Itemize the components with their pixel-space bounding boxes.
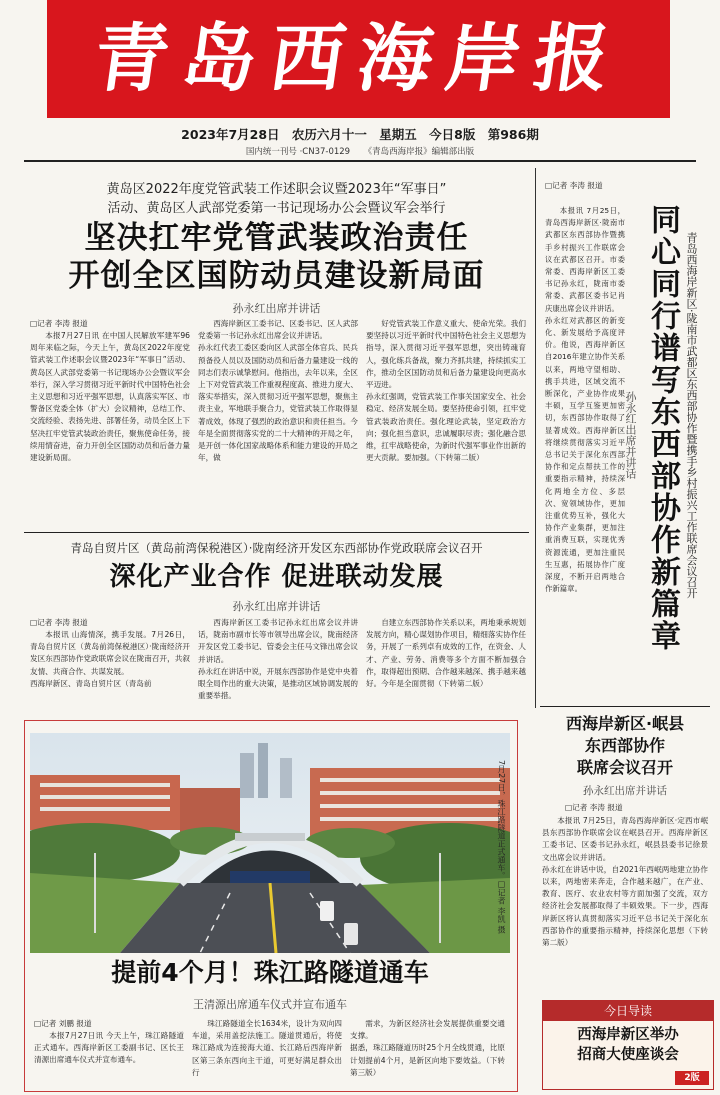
- lead-column-3: [366, 318, 526, 526]
- today-guide-page: 2版: [675, 1071, 709, 1085]
- h2-line-3: 联席会议召开: [576, 758, 673, 777]
- second-headline: 深化产业合作 促进联动发展: [109, 562, 444, 592]
- lead-byline: □记者 李涛 报道: [30, 319, 88, 328]
- lunar-date: 农历六月十一: [291, 127, 367, 142]
- right-byline: □记者 李涛 报道: [545, 181, 603, 190]
- masthead-rule: [24, 160, 696, 162]
- lead-col3-text: 好党管武装工作意义重大、使命光荣。我们要坚持以习近平新时代中国特色社会主义思想为指导，深入贯彻习近平强军思想，突出铸魂育人，强化练兵备战，聚力齐抓共建，持续抓实工作，推动全区国防动员和后备力量建设向更高水平迈进。 孙永红强调，党管武装工作事关国家安全、社会稳定、经济发展全局。要坚持使命引领，扛牢党管武装政治责任。强化理论武装，坚定政治方向；强化担当意识，忠诚履职尽责；强化融合思维，扛牢战略使命，为新时代强军事业作出新的更大贡献。要加强。（下转第二版）: [366, 319, 526, 463]
- h2-body-text: 本报讯 7月25日，青岛西海岸新区·定西市岷县东西部协作联席会议在岷县召开。西海岸新区工委书记、区委书记孙永红，岷县县委书记徐景文出席会议并讲话。 孙永红在讲话中说，自2021年西岷两地建立协作以来，两地密来奔走，合作越来越广，在产业、教育、医疗、农业农村等方面加强了交流，双方经济社会发展都取得了丰硕效果。下一步，西海岸新区将认真贯彻落实习近平总书记关于深化东西部协作的重要指示精神，持续深化思想（下转第二版）: [542, 816, 708, 948]
- today-guide-line-2: 招商大使座谈会: [577, 1047, 679, 1063]
- second-byline: □记者 李涛 报道: [30, 618, 88, 627]
- tunnel-column-2: [192, 1018, 342, 1088]
- right-column-divider: [535, 168, 536, 708]
- second-column-2: [198, 617, 358, 711]
- h2-byline: □记者 李涛 报道: [565, 803, 623, 812]
- h2-line-2: 东西部协作: [584, 736, 665, 755]
- second-column-3: [366, 617, 526, 711]
- lead-col1-text: 本报7月27日讯 在中国人民解放军建军96周年来临之际，今天上午，黄岛区2022年度党管武装工作述职会议暨2023年“军事日”活动、黄岛区人武部党委第一书记现场办公会暨议军会举行，深入学习贯彻习近平新时代中国特色社会主义思想和习近平强军思想，认真落实军区、市警备区党委全体（扩大）会议精神，总结工作、交流经验、表扬先进、部署任务，动员全区上下坚决扛牢党管武装政治责任，聚焦使命任务，接续用情奋进，奋力开创全区国防动员和后备力量建设新局面。: [30, 331, 190, 463]
- cn-number: 国内统一刊号 ·CN37-0129: [245, 147, 351, 157]
- page-count: 今日8版: [429, 127, 476, 142]
- lead-column-1: [30, 330, 190, 526]
- tunnel-photo: [30, 733, 510, 953]
- second-attribution: 孙永红出席并讲话: [232, 600, 321, 613]
- tunnel-column-1: [34, 1030, 184, 1088]
- tunnel-headline: 提前4个月！珠江路隧道通车: [111, 958, 429, 987]
- masthead-banner: [47, 0, 670, 118]
- today-guide-title: 今日导读: [543, 1001, 713, 1021]
- issue-date: 2023年7月28日: [181, 127, 280, 142]
- lead-headline-2: 开创全区国防动员建设新局面: [68, 258, 485, 294]
- second-kicker: 青岛自贸片区（黄岛前湾保税港区）·陇南经济开发区东西部协作党政联席会议召开: [70, 541, 483, 555]
- dateline: [0, 125, 720, 143]
- tunnel-col1-text: 本报7月27日讯 今天上午，珠江路隧道正式通车。西海岸新区工委副书记、区长王清源出席通车仪式并宣布通车。: [34, 1031, 184, 1065]
- issue-number: 第986期: [487, 127, 539, 142]
- tunnel-column-3: [350, 1018, 505, 1088]
- lead-headline-1: 坚决扛牢党管武装政治责任: [84, 220, 469, 256]
- second-col2-text: 西海岸新区工委书记孙永红出席会议并讲话，陇南市副市长等市领导出席会议，陇南经济开发区党工委书记、管委会主任马文锋出席会议并讲话。 孙永红在讲话中说，开展东西部协作是党中央着眼全局作出的重大决策，是推动区域协调发展的重要举措。: [198, 618, 358, 701]
- tunnel-photo-illustration: [30, 733, 510, 953]
- h2-body: [542, 815, 708, 985]
- lead-kicker-1: 黄岛区2022年度党管武装工作述职会议暨2023年“军事日”: [106, 182, 447, 197]
- publication-info: [0, 145, 720, 157]
- right-body-narrow: [545, 205, 625, 675]
- second-col3-text: 自建立东西部协作关系以来，两地秉承规划发展方向，精心谋划协作项目，精细落实协作任务，开展了一系列卓有成效的工作，在资金、人才、产业、劳务、消费等多个方面不断加强合作，取得超出预期、合作越来越深、携手越来越好。今年是全面贯彻（下转第二版）: [366, 618, 526, 689]
- right-headline: 同心同行谱写东西部协作新篇章: [645, 204, 680, 652]
- second-column-1: [30, 629, 190, 711]
- lead-kicker-2: 活动、黄岛区人武部党委第一书记现场办公会暨议军会举行: [107, 201, 446, 216]
- section-rule-2: [540, 706, 710, 707]
- lead-attribution: 孙永红出席并讲话: [232, 302, 321, 315]
- h2-line-1: 西海岸新区·岷县: [565, 714, 685, 733]
- tunnel-photo-caption: 7月27日，珠江路隧道正式通车。□记者 李凯 摄: [497, 760, 506, 934]
- right-body-text: 本报讯 7月25日，青岛西海岸新区·陇南市武都区东西部协作暨携手乡村振兴工作联席会议在武都区召开。市委常委、西海岸新区工委书记孙永红，陇南市委常委、武都区委书记肖庆康出席会议并讲话。 孙永红对武都区的新变化、新发展给予高度评价。他说，西海岸新区自2016年建立协作关系以来，两地守望相助、携手共进，区域交流不断深化，产业协作成果丰硕，互学互鉴更加密切，东西部协作取得了显著成效。西海岸新区将继续贯彻落实习近平总书记关于深化东西部协作和定点帮扶工作的重要指示精神，持续深化两地全方位、多层次、宽领域协作，更加注重优势互补，强化大协作产业集群，更加注重消费互联，实现优秀资源流通，更加注重民生互惠，拓展协作广度深度，不断开启两地合作新篇章。: [545, 206, 625, 594]
- newspaper-title: 青岛西海岸报: [88, 16, 629, 102]
- tunnel-attribution: 王清源出席通车仪式并宣布通车: [193, 998, 347, 1011]
- today-guide-line-1: 西海岸新区举办: [577, 1027, 679, 1043]
- section-rule-1: [24, 532, 529, 533]
- second-col1-text: 本报讯 山海情深，携手发展。7月26日，青岛自贸片区（黄岛前湾保税港区）·陇南经济开发区东西部协作党政联席会议在陇南召开，共叙友情、共商合作、共谋发展。 西海岸新区、青岛自贸片区（青岛前: [30, 630, 190, 688]
- tunnel-col2-text: 珠江路隧道全长1634米，设计为双向四车道，采用盖挖法施工。隧道贯通后，将使珠江路成为连接海大道、长江路后西海岸新区第三条东西向主干道，可更好满足群众出行: [192, 1019, 342, 1077]
- publisher: 《青岛西海岸报》编辑部出版: [363, 147, 475, 157]
- tunnel-col3-text: 需求，为新区经济社会发展提供重要交通支撑。 据悉，珠江路隧道历时25个月全线贯通，比原计划提前4个月，是新区向地下要效益。（下转第三版）: [350, 1019, 505, 1077]
- tunnel-byline: □记者 刘鹏 报道: [34, 1019, 92, 1028]
- right-attribution: 孙永红出席并讲话: [624, 391, 637, 479]
- h2-attribution: 孙永红出席并讲话: [583, 785, 667, 797]
- lead-column-2: [198, 318, 358, 526]
- today-guide-box[interactable]: [542, 1000, 714, 1090]
- right-kicker: 青岛西海岸新区·陇南市武都区东西部协作暨携手乡村振兴工作联席会议召开: [685, 231, 698, 599]
- lead-col2-text: 西海岸新区工委书记、区委书记、区人武部党委第一书记孙永红出席会议并讲话。 孙永红代表工委区委向区人武部全体官兵、民兵预备役人员以及国防动员和后备力量建设一线的同志们表示诚挚慰问。他指出，去年以来，全区上下对党管武装工作重视程度高、推进力度大、落实举措实，深入贯彻习近平强军思想，聚焦主责主业，军地联手聚合力，党管武装工作取得显著成效，体现了强烈的政治意识和责任担当。今年是全面贯彻落实党的二十大精神的开局之年，是开创一体化国家战略体系和能力建设的开局之年，做: [198, 319, 358, 463]
- weekday: 星期五: [379, 127, 417, 142]
